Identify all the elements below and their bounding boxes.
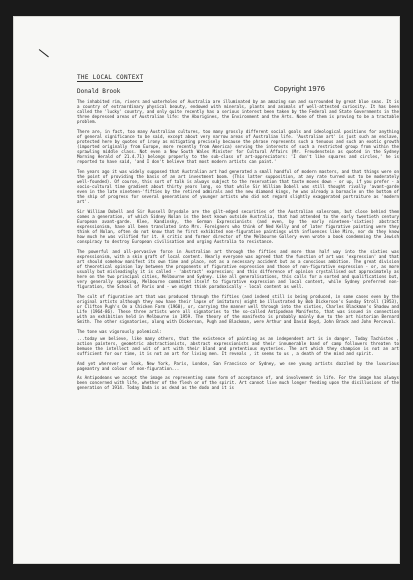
author-name: Donald Brook bbox=[77, 88, 121, 95]
document-body bbox=[77, 99, 399, 395]
paragraph: The powerful and all-pervasive force in Australian art through the fifties and more than half way into the sixties was expressionism, with a skin graft of local content. Nearly everyone was agreed that the function of art was 'expression' and that art should somehow manifest its own time and place, not as a necessary accident but as a conscious ambition. The great division of theoretical opinion lay between the proponents of figurative expression and those of non-figurative expression - or, as more usually but misleadingly it is called - 'abstract' expression; and this difference of opinion crystallised out approximately as here on the two principal cities, Melbourne and Sydney. Like all generalisations, this calls for a sorted and qualifications but, very generally speaking, Melbourne committed itself to figurative expression and local content, while Sydney preferred non-figuration, the School of Paris and - we might think paradoxically - local content as well. bbox=[77, 248, 399, 290]
document-title: THE LOCAL CONTEXT bbox=[77, 74, 144, 81]
copyright-notice: Copyright 1976 bbox=[274, 84, 325, 93]
quotation: ...today we believe, like many others, that the existence of painting as an independent art is in danger. Today Tachistes , action painters, geometric abstractionists, abstract expressionists and their innumerable band of camp followers threaten to bemuse the intellect and wit of art with their bland and pretentious mysteries. The art which they champion is not an art sufficient for our time, it is not an art for living men. It reveals , it seems to us , a death of the mind and spirit. bbox=[77, 336, 399, 357]
paragraph: The tone was vigorously polemical: bbox=[77, 328, 162, 334]
paragraph: The cult of figurative art that was produced through the fifties (and indeed still is being produced, in some cases even by the original artists although they now have their lapse of imitators) might be illustrated by Bob Dickerson's Sunday Stroll (1953), or Clifton Pugh's On a Chicken Farm (1960), or, carrying the manner well through into the sixties, Charles Blackman's Shadow and Life (1964-86). These three artists were all signatories to the so-called Antipodean Manifesto, that was issued in connection with an exhibition held in Melbourne in 1959. The theory of the manifesto is probably mainly due to the art historian Bernard Smith. The other signatories, along with Dickerson, Pugh and Blackman, were Arthur and David Boyd, John Brack and John Perceval. bbox=[77, 293, 399, 325]
paragraph: Ten years ago it was widely supposed that Australian art had generated a small handful of modern masters, and that things were on the point of providing the basis of an art investment boom. (This latter supposition, at any rate turned out to be moderately well-founded). Of course, this sort of talk is always subject to the reservation that taste moves down - or up, if you prefer - a socio-cultural time gradient about thirty years long, so that while Sir William Dobell was still thought rivally 'avant-garde even in the late nineteen-'fifties by the retired admirals and the new diamond kings, he was already a barnacle on the bottom of the ship of progress for several generations of younger artists who did not regard slightly exaggerated portraiture as 'modern art'. bbox=[77, 168, 399, 205]
quotation: As Antipodeans we accept the image as representing some form of acceptance of, and involvement in life. For the image has always been concerned with life, whether of the flesh or of the spirit. Art cannot live much longer feeding upon the disillusions of the generation of 1914. Today Dada is as dead as the dodo and it is bbox=[77, 375, 399, 391]
quotation: And yet wherever we look, New York, Paris, London, San Francisco or Sydney, we see young artists dazzled by the luxurious pageantry and colour of non-figuration... bbox=[77, 360, 399, 371]
document-page bbox=[13, 16, 400, 564]
paragraph: There are, in fact, too many Australian cultures, too many grossly different social goals and ideological positions for anything of general significance to be said, except about very narrow areas of Australian life. 'Australian art' is just such an enclave, protected here by quotes of irony as mitigating precisely because the phrase represents such a tenuous and such an exotic growth (imported originally from Europe, more recently from America) serving the interests of such a restricted group from within the sprawling middle class. Not even a New South Wales Minister for Cultural Affairs (Mr. Freudenstein as quoted in the Sydney Morning Herald of 21.4.71) belongs properly to the sub-class of art-appreciators: 'I don't like squares and circles,' he is reported to have said, 'and I don't believe that most modern artists can paint.' bbox=[77, 128, 399, 165]
title-underline bbox=[77, 81, 143, 82]
paragraph: The inhabited rim, rivers and waterholes of Australia are illuminated by an amazing sun and surrounded by great blue seas. It is a country of extraordinary physical beauty, endowed with minerals, plants and animals of well-attested curiosity. It has been called the 'lucky' country, and only quite recently has a serious interest been taken by the Federal and State Governments in the three depressed areas of Australian life: the Aborigines, the Environment and the Arts. None of them is proving to be a tractable problem. bbox=[77, 99, 399, 125]
paragraph: Sir William Dobell and Sir Russell Drysdale are the gilt-edged securities of the Australian salesroom, but close behind them comes a generation, of which Sidney Nolan is the best known outside Australia, that had attended to the early twentieth century European avant-garde. Klee, Kandinsky, the German Expressionists (and even, by the early nineteen-'sixties) abstract expressionism, have all been translated into Mrs. Foreigners who think of Ned Kelly and of later figurative painting were they think of Nolan, often do not know that he first exhibited non-figurative paintings with influences like Miro, nor do they know how much he was vilified for it. A critic and former director of the Melbourne Gallery even wrote a book condemning the Jewish conspiracy to destroy European civilisation and urging Australia to resistance. bbox=[77, 208, 399, 245]
pen-mark bbox=[39, 49, 49, 57]
